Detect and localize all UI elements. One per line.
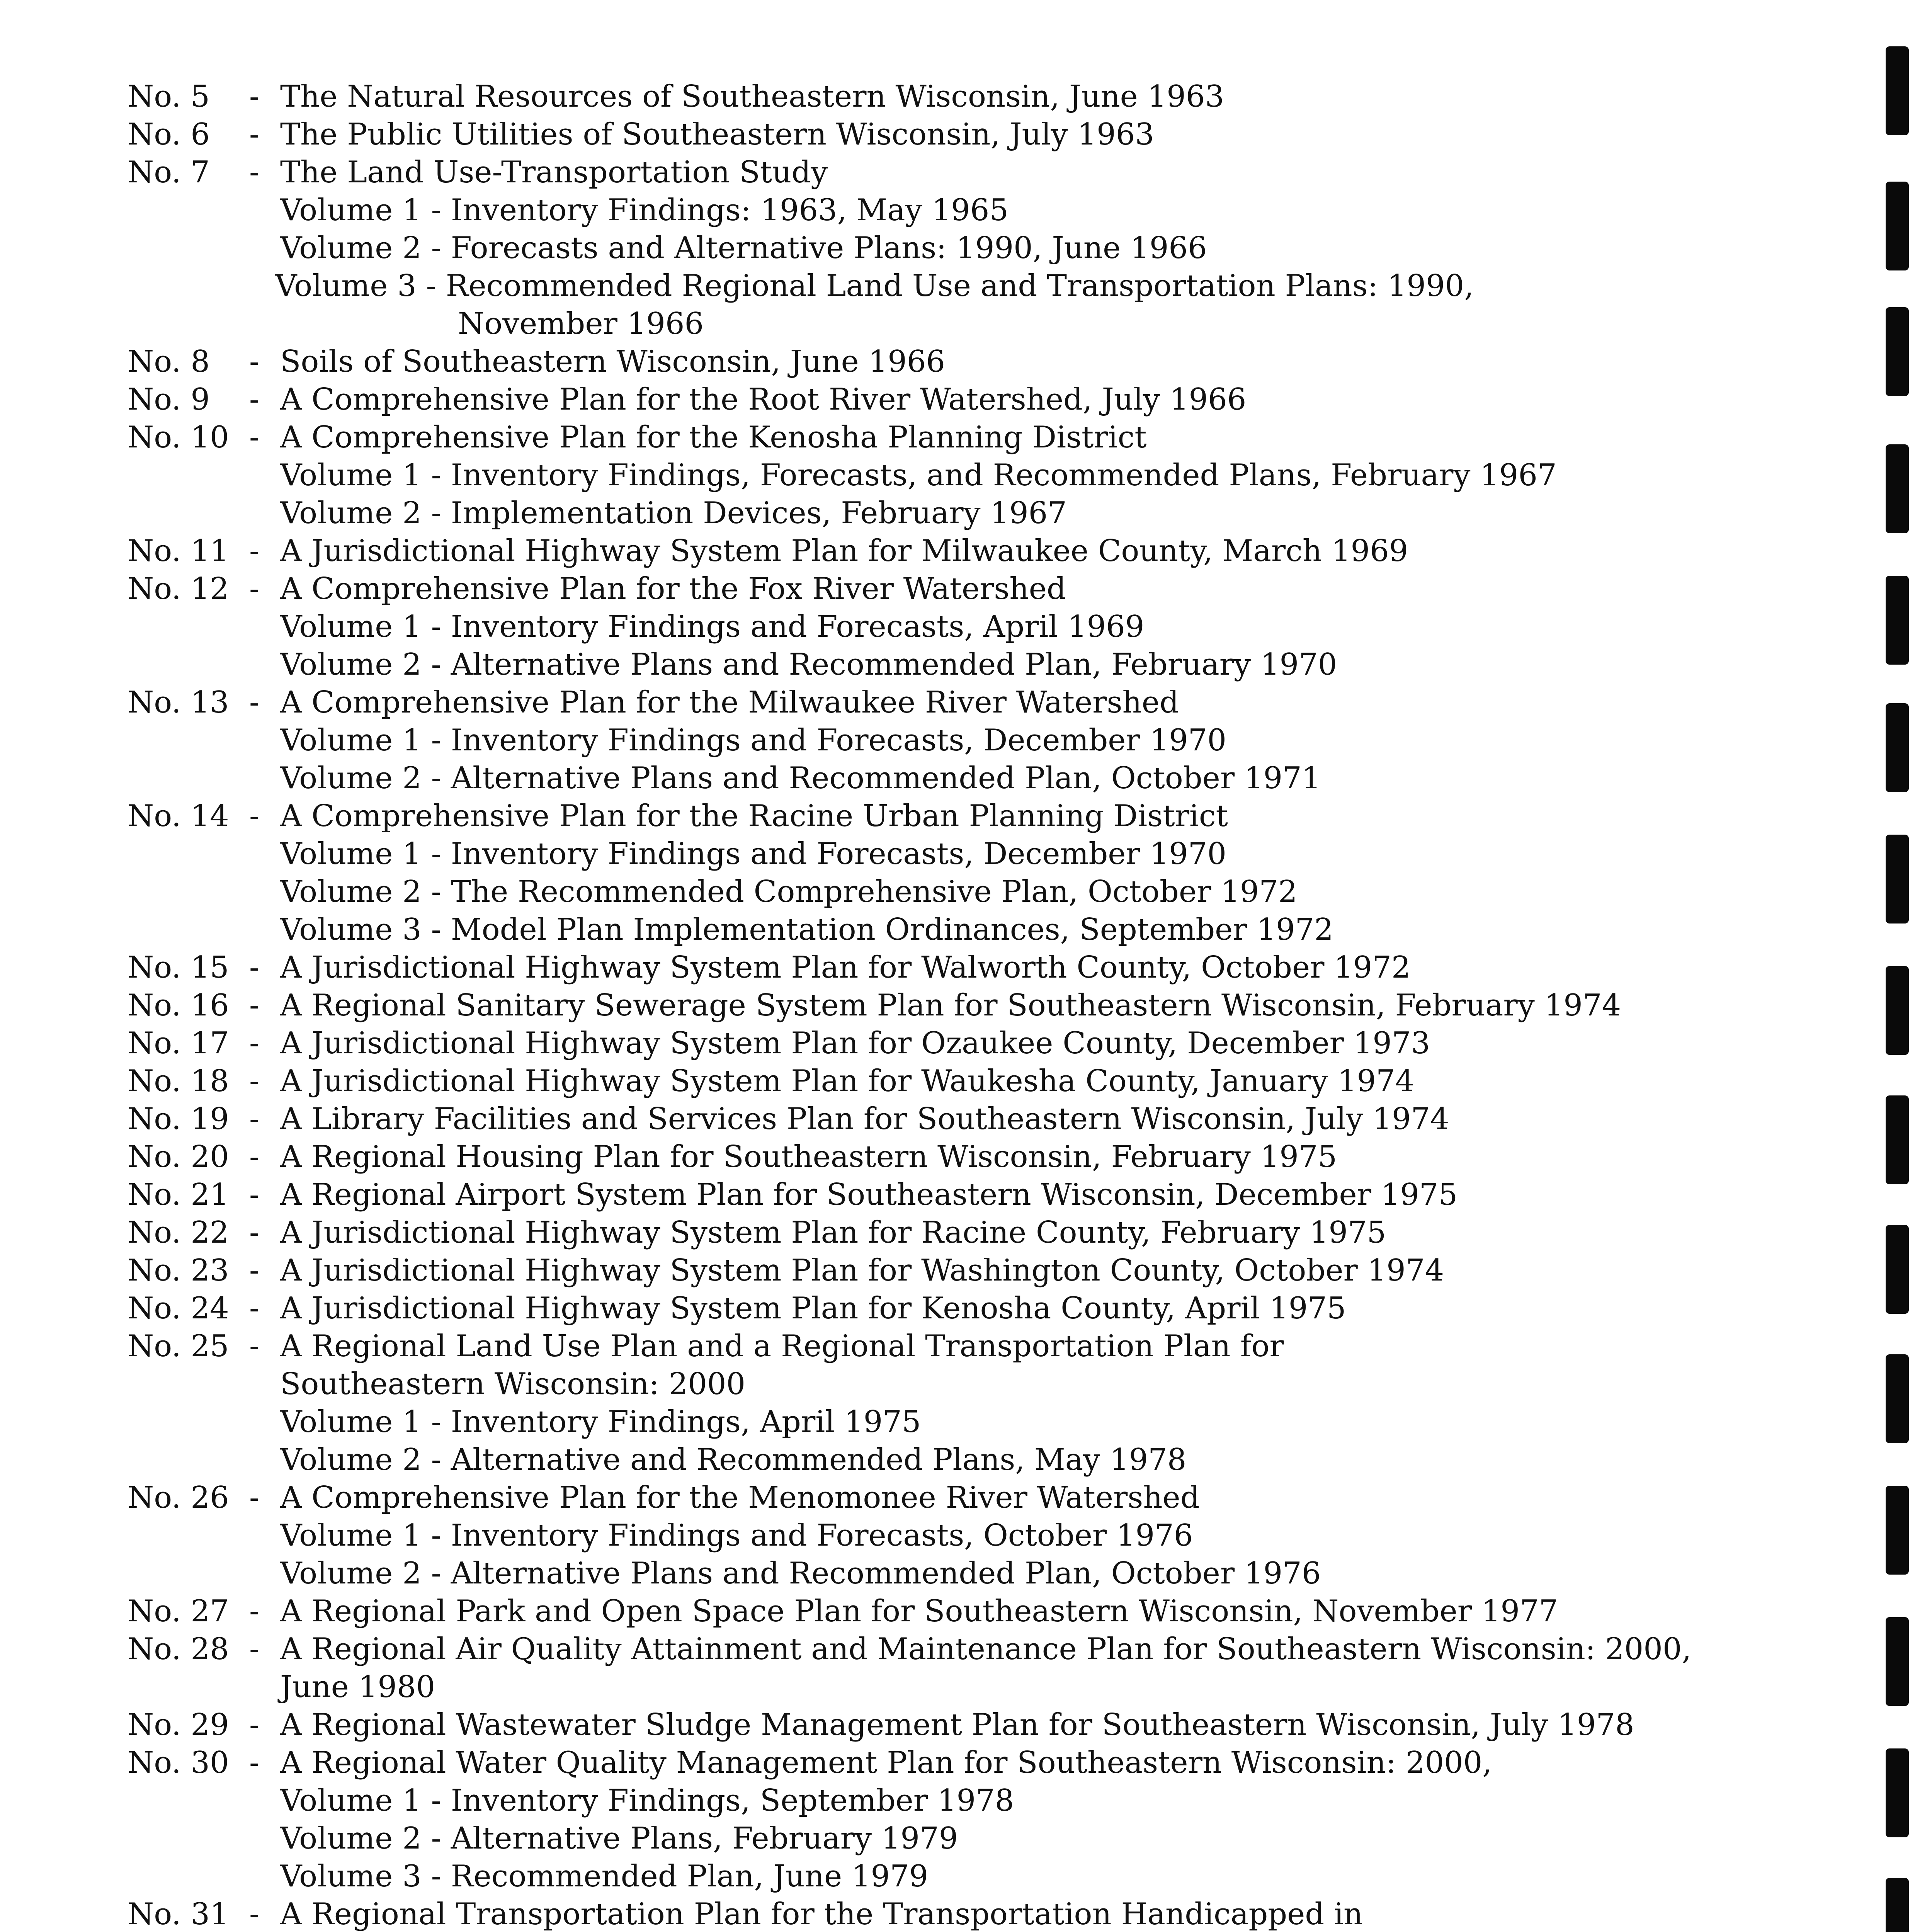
- report-number: No. 16: [128, 988, 229, 1023]
- report-title: A Jurisdictional Highway System Plan for Kenosha County, April 1975: [280, 1291, 1346, 1326]
- report-number: No. 24: [128, 1291, 229, 1326]
- report-title: A Comprehensive Plan for the Root River Watershed, July 1966: [280, 382, 1247, 417]
- binding-mark: [1886, 1095, 1909, 1184]
- binding-mark: [1886, 835, 1909, 923]
- separator-dash: -: [249, 420, 260, 455]
- separator-dash: -: [249, 1291, 260, 1326]
- separator-dash: -: [249, 1329, 260, 1364]
- report-title: A Regional Wastewater Sludge Management Plan for Southeastern Wisconsin, July 1978: [280, 1708, 1634, 1742]
- volume-title: Volume 1 - Inventory Findings and Forecasts, April 1969: [280, 609, 1145, 644]
- binding-mark: [1886, 1748, 1909, 1837]
- report-title: A Regional Transportation Plan for the Transportation Handicapped in: [280, 1897, 1363, 1932]
- volume-title: Volume 1 - Inventory Findings and Forecasts, December 1970: [280, 837, 1227, 871]
- volume-title: Volume 1 - Inventory Findings, April 1975: [280, 1405, 921, 1439]
- separator-dash: -: [249, 685, 260, 720]
- report-title: A Jurisdictional Highway System Plan for Milwaukee County, March 1969: [280, 534, 1408, 568]
- separator-dash: -: [249, 799, 260, 833]
- report-number: No. 13: [128, 685, 229, 720]
- separator-dash: -: [249, 1026, 260, 1061]
- volume-title: Volume 2 - Alternative Plans and Recommended Plan, February 1970: [280, 647, 1337, 682]
- volume-title: Volume 3 - Recommended Plan, June 1979: [280, 1859, 929, 1894]
- binding-mark: [1886, 1354, 1909, 1443]
- separator-dash: -: [249, 1064, 260, 1099]
- report-number: No. 12: [128, 571, 229, 606]
- volume-title: Volume 1 - Inventory Findings: 1963, May 1965: [280, 193, 1009, 228]
- binding-mark: [1886, 1878, 1909, 1932]
- binding-mark: [1886, 966, 1909, 1055]
- report-title: A Jurisdictional Highway System Plan for Washington County, October 1974: [280, 1253, 1444, 1288]
- continuation-text: November 1966: [458, 306, 704, 341]
- volume-title: Volume 1 - Inventory Findings and Forecasts, December 1970: [280, 723, 1227, 758]
- report-number: No. 18: [128, 1064, 229, 1099]
- binding-mark: [1886, 1225, 1909, 1314]
- volume-title: Volume 2 - Alternative and Recommended Plans, May 1978: [280, 1442, 1187, 1477]
- report-title: A Jurisdictional Highway System Plan for Walworth County, October 1972: [280, 950, 1411, 985]
- continuation-text: Southeastern Wisconsin: 2000: [280, 1367, 746, 1401]
- binding-mark: [1886, 46, 1909, 135]
- report-number: No. 17: [128, 1026, 229, 1061]
- separator-dash: -: [249, 382, 260, 417]
- report-number: No. 11: [128, 534, 229, 568]
- separator-dash: -: [249, 1594, 260, 1629]
- binding-mark: [1886, 1486, 1909, 1575]
- report-number: No. 25: [128, 1329, 229, 1364]
- separator-dash: -: [249, 534, 260, 568]
- volume-title: Volume 2 - Implementation Devices, February 1967: [280, 496, 1067, 531]
- binding-mark: [1886, 703, 1909, 792]
- report-number: No. 28: [128, 1632, 229, 1667]
- report-number: No. 20: [128, 1139, 229, 1174]
- report-number: No. 22: [128, 1215, 229, 1250]
- report-title: A Jurisdictional Highway System Plan for Ozaukee County, December 1973: [280, 1026, 1430, 1061]
- separator-dash: -: [249, 1139, 260, 1174]
- report-title: A Comprehensive Plan for the Milwaukee River Watershed: [280, 685, 1179, 720]
- separator-dash: -: [249, 988, 260, 1023]
- binding-mark: [1886, 576, 1909, 665]
- report-title: The Land Use-Transportation Study: [280, 155, 828, 190]
- report-title: A Regional Land Use Plan and a Regional Transportation Plan for: [280, 1329, 1284, 1364]
- report-title: The Public Utilities of Southeastern Wisconsin, July 1963: [280, 117, 1155, 152]
- volume-title: Volume 1 - Inventory Findings, September 1978: [280, 1783, 1014, 1818]
- report-number: No. 29: [128, 1708, 229, 1742]
- separator-dash: -: [249, 1177, 260, 1212]
- separator-dash: -: [249, 571, 260, 606]
- report-title: The Natural Resources of Southeastern Wisconsin, June 1963: [280, 79, 1225, 114]
- report-title: A Library Facilities and Services Plan for Southeastern Wisconsin, July 1974: [280, 1102, 1449, 1136]
- report-number: No. 31: [128, 1897, 229, 1932]
- binding-mark: [1886, 182, 1909, 270]
- report-title: A Regional Sanitary Sewerage System Plan for Southeastern Wisconsin, February 1974: [280, 988, 1621, 1023]
- report-title: A Comprehensive Plan for the Menomonee River Watershed: [280, 1480, 1200, 1515]
- report-number: No. 7: [128, 155, 210, 190]
- report-number: No. 6: [128, 117, 210, 152]
- separator-dash: -: [249, 344, 260, 379]
- binding-mark: [1886, 1617, 1909, 1706]
- report-title: A Jurisdictional Highway System Plan for Racine County, February 1975: [280, 1215, 1386, 1250]
- separator-dash: -: [249, 1897, 260, 1932]
- separator-dash: -: [249, 1102, 260, 1136]
- report-number: No. 27: [128, 1594, 229, 1629]
- volume-title: Volume 2 - The Recommended Comprehensive Plan, October 1972: [280, 874, 1298, 909]
- volume-title: Volume 1 - Inventory Findings and Forecasts, October 1976: [280, 1518, 1193, 1553]
- volume-title: Volume 3 - Model Plan Implementation Ordinances, September 1972: [280, 912, 1333, 947]
- report-title: A Regional Housing Plan for Southeastern Wisconsin, February 1975: [280, 1139, 1337, 1174]
- report-number: No. 5: [128, 79, 210, 114]
- report-number: No. 21: [128, 1177, 229, 1212]
- separator-dash: -: [249, 1632, 260, 1667]
- report-title: A Jurisdictional Highway System Plan for Waukesha County, January 1974: [280, 1064, 1415, 1099]
- report-title: A Comprehensive Plan for the Fox River Watershed: [280, 571, 1066, 606]
- separator-dash: -: [249, 117, 260, 152]
- report-number: No. 14: [128, 799, 229, 833]
- separator-dash: -: [249, 1745, 260, 1780]
- report-title: A Regional Park and Open Space Plan for Southeastern Wisconsin, November 1977: [280, 1594, 1558, 1629]
- report-number: No. 26: [128, 1480, 229, 1515]
- volume-title: Volume 1 - Inventory Findings, Forecasts, and Recommended Plans, February 1967: [280, 458, 1557, 493]
- volume-title: Volume 2 - Alternative Plans, February 1979: [280, 1821, 958, 1856]
- report-title: A Regional Air Quality Attainment and Maintenance Plan for Southeastern Wisconsin: 2000,: [280, 1632, 1692, 1667]
- report-number: No. 10: [128, 420, 229, 455]
- report-title: Soils of Southeastern Wisconsin, June 1966: [280, 344, 946, 379]
- continuation-text: June 1980: [280, 1670, 435, 1704]
- separator-dash: -: [249, 79, 260, 114]
- volume-title: Volume 2 - Alternative Plans and Recommended Plan, October 1971: [280, 761, 1321, 796]
- report-title: A Comprehensive Plan for the Racine Urban Planning District: [280, 799, 1228, 833]
- report-number: No. 30: [128, 1745, 229, 1780]
- report-title: A Regional Water Quality Management Plan for Southeastern Wisconsin: 2000,: [280, 1745, 1492, 1780]
- separator-dash: -: [249, 1708, 260, 1742]
- binding-mark: [1886, 307, 1909, 396]
- report-number: No. 15: [128, 950, 229, 985]
- report-number: No. 23: [128, 1253, 229, 1288]
- binding-mark: [1886, 444, 1909, 533]
- volume-title: Volume 2 - Forecasts and Alternative Plans: 1990, June 1966: [280, 231, 1207, 265]
- separator-dash: -: [249, 950, 260, 985]
- separator-dash: -: [249, 1480, 260, 1515]
- volume-title: Volume 3 - Recommended Regional Land Use and Transportation Plans: 1990,: [275, 269, 1474, 303]
- volume-title: Volume 2 - Alternative Plans and Recommended Plan, October 1976: [280, 1556, 1321, 1591]
- report-number: No. 19: [128, 1102, 229, 1136]
- report-title: A Comprehensive Plan for the Kenosha Planning District: [280, 420, 1147, 455]
- separator-dash: -: [249, 1215, 260, 1250]
- separator-dash: -: [249, 155, 260, 190]
- report-number: No. 8: [128, 344, 210, 379]
- report-number: No. 9: [128, 382, 210, 417]
- report-title: A Regional Airport System Plan for Southeastern Wisconsin, December 1975: [280, 1177, 1458, 1212]
- separator-dash: -: [249, 1253, 260, 1288]
